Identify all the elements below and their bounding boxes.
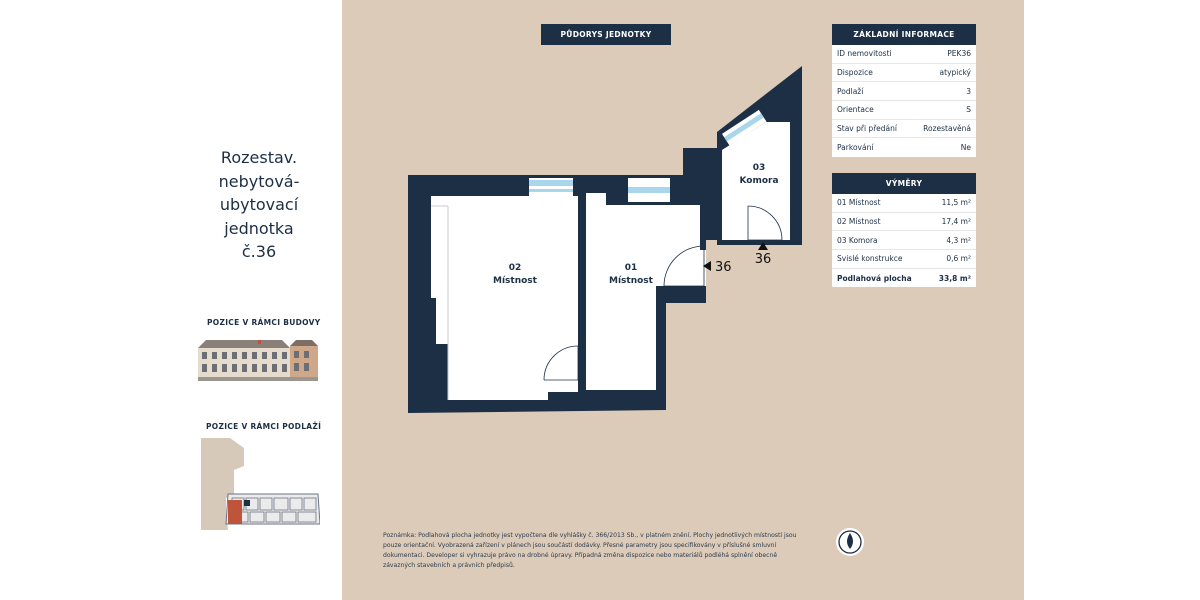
floor-thumbnail xyxy=(200,438,320,532)
info-value: Rozestavěná xyxy=(923,124,971,134)
disclaimer-note: Poznámka: Podlahová plocha jednotky jest vypočtena dle vyhlášky č. 366/2013 Sb., v platném znění. Plochy jednotlivých místností jsou pouze orientační. Vyobrazená zařízení v plánech jsou součástí dodávky. Přesné parametry jsou specifikovány v příslušné smluvní dokumentaci. Developer si vyhrazuje právo na drobné úpravy. Případná změna dispozice nebo materiálů podléhá splnění obecně závazných stavebních a právních předpisů. xyxy=(383,532,797,569)
info-row xyxy=(832,138,976,157)
area-value: 17,4 m² xyxy=(941,217,971,227)
info-value: atypický xyxy=(939,68,971,78)
area-row xyxy=(832,194,976,213)
basic-info-panel xyxy=(832,24,976,157)
area-row xyxy=(832,213,976,232)
entrance-number: 36 xyxy=(754,252,772,267)
area-value: 4,3 m² xyxy=(946,235,971,245)
basic-info-header: ZÁKLADNÍ INFORMACE xyxy=(832,24,976,45)
unit-title-line: č.36 xyxy=(241,242,277,261)
area-label: 01 Místnost xyxy=(837,198,881,208)
info-row xyxy=(832,82,976,101)
info-value: Ne xyxy=(960,143,971,153)
unit-title-line: nebytová- xyxy=(218,171,300,191)
info-row xyxy=(832,101,976,120)
building-thumbnail xyxy=(198,336,320,382)
info-label: Orientace xyxy=(837,105,874,115)
room-name: Místnost xyxy=(493,276,537,286)
window xyxy=(628,178,670,202)
room-number: 03 xyxy=(752,163,766,173)
info-label: ID nemovitosti xyxy=(837,49,892,59)
info-label: Parkování xyxy=(837,143,874,153)
unit-title-line: ubytovací xyxy=(219,195,299,214)
room-number: 01 xyxy=(624,263,638,273)
room-name: Komora xyxy=(739,176,779,186)
unit-title xyxy=(200,146,318,264)
info-row xyxy=(832,120,976,139)
area-total-row xyxy=(832,269,976,288)
area-row xyxy=(832,231,976,250)
area-row xyxy=(832,250,976,269)
window xyxy=(529,178,573,196)
room-02[interactable] xyxy=(431,196,578,400)
info-label: Podlaží xyxy=(837,86,864,96)
room-number: 02 xyxy=(508,263,522,273)
info-label: Stav při předání xyxy=(837,124,897,134)
area-value: 0,6 m² xyxy=(946,254,971,264)
compass-icon xyxy=(836,528,864,556)
building-position-label: POZICE V RÁMCI BUDOVY xyxy=(207,318,321,327)
area-total-value: 33,8 m² xyxy=(938,273,971,283)
unit-title-line: jednotka xyxy=(224,218,294,238)
info-value: PEK36 xyxy=(947,49,971,59)
info-value: S xyxy=(966,105,971,115)
floor-position-label: POZICE V RÁMCI PODLAŽÍ xyxy=(206,422,322,431)
unit-title-line: Rozestav. xyxy=(220,148,298,167)
areas-header: VÝMĚRY xyxy=(832,173,976,194)
info-row xyxy=(832,45,976,64)
area-label: 03 Komora xyxy=(837,235,878,245)
area-label: Svislé konstrukce xyxy=(837,254,903,264)
room-name: Místnost xyxy=(609,276,653,286)
info-label: Dispozice xyxy=(837,68,873,78)
area-value: 11,5 m² xyxy=(941,198,971,208)
left-sidebar xyxy=(0,0,342,600)
area-total-label: Podlahová plocha xyxy=(837,273,912,283)
right-margin xyxy=(1024,0,1200,600)
entrance-number: 36 xyxy=(715,260,732,275)
areas-panel xyxy=(832,173,976,287)
floor-plan-header: PŮDORYS JEDNOTKY xyxy=(541,24,671,45)
info-row xyxy=(832,64,976,83)
info-value: 3 xyxy=(966,86,971,96)
area-label: 02 Místnost xyxy=(837,217,881,227)
